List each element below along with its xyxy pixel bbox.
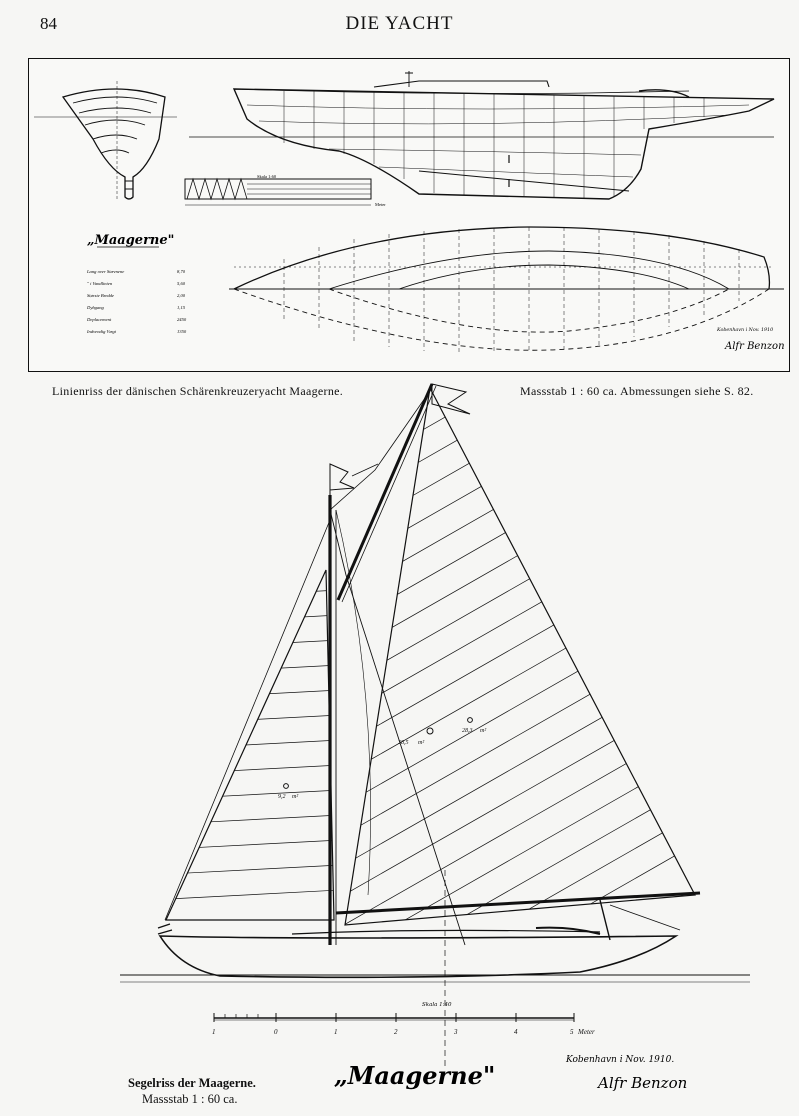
sail-scale-unit: Meter xyxy=(578,1028,595,1036)
hull-profile xyxy=(160,936,676,977)
sail-signature: Alfr Benzon xyxy=(598,1074,688,1092)
scale-tick-label: 2 xyxy=(394,1028,398,1036)
data-row-value: 5,60 xyxy=(177,281,186,286)
scale-tick-label: 0 xyxy=(274,1028,278,1036)
data-row-label: Største Bredde xyxy=(87,293,115,298)
data-row-label: Dybgang xyxy=(87,305,104,310)
mast-flag xyxy=(330,464,354,510)
jib-panels xyxy=(150,590,340,900)
main-area-unit: m² xyxy=(418,740,425,746)
scale-tick-label: 4 xyxy=(514,1028,518,1036)
sail-place-date: Kobenhavn i Nov. 1910. xyxy=(566,1055,675,1065)
lines-place-date: Kobenhavn i Nov. 1910 xyxy=(717,328,774,333)
running-title: DIE YACHT xyxy=(345,13,454,34)
mainsail-panels xyxy=(300,260,720,1070)
data-row-value: 8,70 xyxy=(177,269,186,274)
lines-scale-label: Skala 1:60 xyxy=(257,174,277,179)
lines-signature: Alfr Benzon xyxy=(725,341,785,352)
data-row-value: 2,00 xyxy=(177,293,186,298)
jib-area-value: 9,2 xyxy=(278,794,286,800)
lines-scale-unit: Meter xyxy=(375,202,386,207)
gaff-spar xyxy=(338,384,432,600)
data-row-value: 2450 xyxy=(177,317,187,322)
jib-area-unit: m² xyxy=(292,794,299,800)
sail-plan-caption: Segelriss der Maagerne. xyxy=(128,1076,256,1090)
sail-plan-scale-caption: Massstab 1 : 60 ca. xyxy=(142,1092,238,1106)
lines-plan-scale-caption: Massstab 1 : 60 ca. Abmessungen siehe S. 82. xyxy=(520,384,754,398)
gaff-area-value: 28,3 xyxy=(462,728,473,734)
lines-title-script: „Maagerne" xyxy=(87,233,175,248)
data-row-label: Lang over Stævnene xyxy=(87,269,125,274)
page-number: 84 xyxy=(40,14,57,33)
lines-plan-caption: Linienriss der dänischen Schärenkreuzeryacht Maagerne. xyxy=(52,384,344,398)
sail-scale-label: Skala 1:40 xyxy=(422,1002,452,1008)
sail-title-script: „Maagerne" xyxy=(334,1061,496,1090)
scale-tick-label: 3 xyxy=(454,1028,458,1036)
main-area-value: 38,5 xyxy=(398,740,409,746)
sail-scale-bar xyxy=(214,1013,574,1022)
scale-tick-label: 1 xyxy=(212,1028,216,1036)
gaff-area-unit: m² xyxy=(480,728,487,734)
scale-tick-label: 5 xyxy=(570,1028,574,1036)
burgee-flag xyxy=(432,384,470,414)
data-row-value: 1,15 xyxy=(177,305,186,310)
data-row-label: Indvendig Vægt xyxy=(87,329,116,334)
data-row-value: 1350 xyxy=(177,329,187,334)
scale-tick-label: 1 xyxy=(334,1028,338,1036)
data-row-label: Deplacement xyxy=(87,317,112,322)
data-row-label: " i Vandlinien xyxy=(87,281,113,286)
